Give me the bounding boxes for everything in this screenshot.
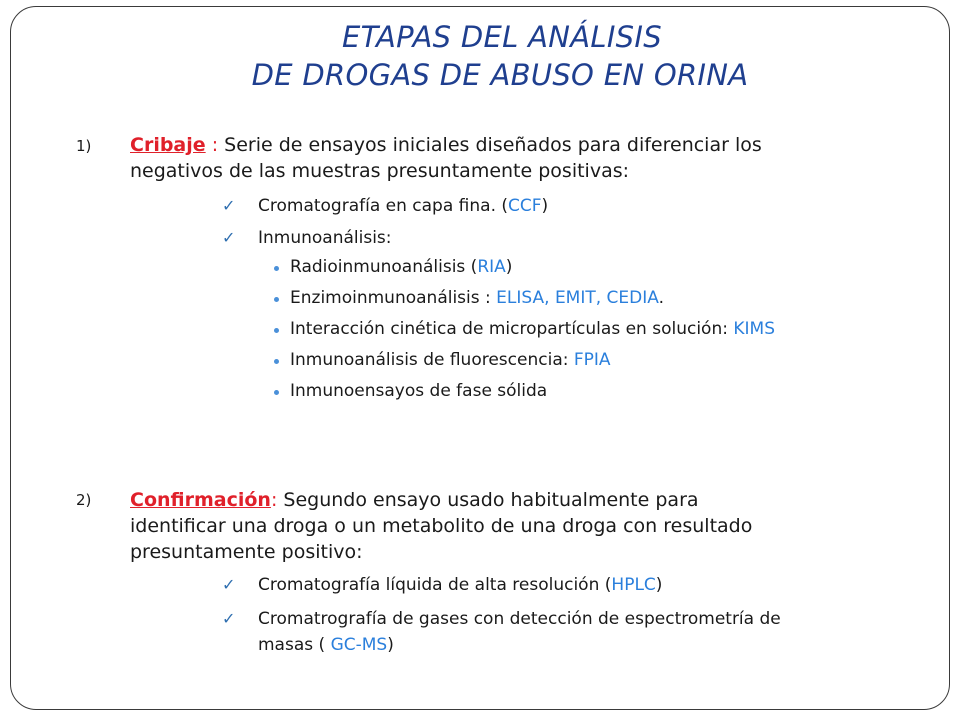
- section1-desc-line2: negativos de las muestras presuntamente positivas:: [130, 160, 630, 182]
- check-text: Cromatografía en capa fina. (: [258, 196, 509, 216]
- section1-bullet-3: [290, 350, 611, 370]
- section1-check-0: [258, 196, 548, 216]
- bullet-dot: [274, 359, 279, 364]
- bullet-close: ): [505, 257, 513, 277]
- check-icon: ✓: [222, 196, 236, 215]
- check-text: masas (: [258, 635, 331, 655]
- section2-separator: :: [270, 489, 278, 511]
- section1-bullet-0: [290, 257, 512, 277]
- check-icon: ✓: [222, 575, 236, 594]
- check-icon: ✓: [222, 609, 236, 628]
- section2-number: 2): [76, 491, 92, 509]
- section2-desc-line3: presuntamente positivo:: [130, 541, 363, 563]
- bullet-text: Inmunoanálisis de fluorescencia:: [290, 350, 574, 370]
- check-text: Cromatografía líquida de alta resolución (: [258, 575, 612, 595]
- section2-check-1-line2: [258, 635, 394, 655]
- slide-title-line1: ETAPAS DEL ANÁLISIS: [342, 20, 662, 54]
- section1-heading: [130, 132, 910, 158]
- check-close: ): [541, 196, 549, 216]
- bullet-close: .: [658, 288, 665, 308]
- abbr: FPIA: [573, 350, 611, 370]
- section1-bullet-4: Inmunoensayos de fase sólida: [290, 381, 548, 401]
- section2-check-1-line1: Cromatrografía de gases con detección de espectrometría de: [258, 609, 781, 629]
- bullet-dot: [274, 266, 279, 271]
- bullet-dot: [274, 297, 279, 302]
- section2-heading: [130, 487, 910, 513]
- section2-desc-line2: identificar una droga o un metabolito de una droga con resultado: [130, 515, 753, 537]
- bullet-text: Radioinmunoanálisis (: [290, 257, 478, 277]
- section1-bullet-2: [290, 319, 775, 339]
- slide-title-line2: DE DROGAS DE ABUSO EN ORINA: [251, 58, 749, 92]
- abbr: CCF: [508, 196, 542, 216]
- section2-term: Confirmación: [130, 489, 271, 511]
- check-close: ): [655, 575, 663, 595]
- abbr: ELISA, EMIT, CEDIA: [496, 288, 659, 308]
- section1-bullet-1: [290, 288, 664, 308]
- check-close: ): [387, 635, 394, 655]
- bullet-text: Enzimoinmunoanálisis :: [290, 288, 497, 308]
- abbr: HPLC: [611, 575, 656, 595]
- check-icon: ✓: [222, 228, 236, 247]
- section1-term: Cribaje: [130, 134, 206, 156]
- abbr: GC-MS: [330, 635, 388, 655]
- section2-desc-line1: Segundo ensayo usado habitualmente para: [277, 489, 699, 511]
- section1-desc-line1: Serie de ensayos iniciales diseñados para diferenciar los: [218, 134, 762, 156]
- section1-separator: :: [205, 134, 219, 156]
- abbr: RIA: [477, 257, 506, 277]
- abbr: KIMS: [733, 319, 775, 339]
- bullet-text: Interacción cinética de micropartículas en solución:: [290, 319, 734, 339]
- section2-check-0: [258, 575, 662, 595]
- section1-check-1: Inmunoanálisis:: [258, 228, 392, 248]
- bullet-dot: [274, 328, 279, 333]
- bullet-dot: [274, 390, 279, 395]
- section1-number: 1): [76, 137, 92, 155]
